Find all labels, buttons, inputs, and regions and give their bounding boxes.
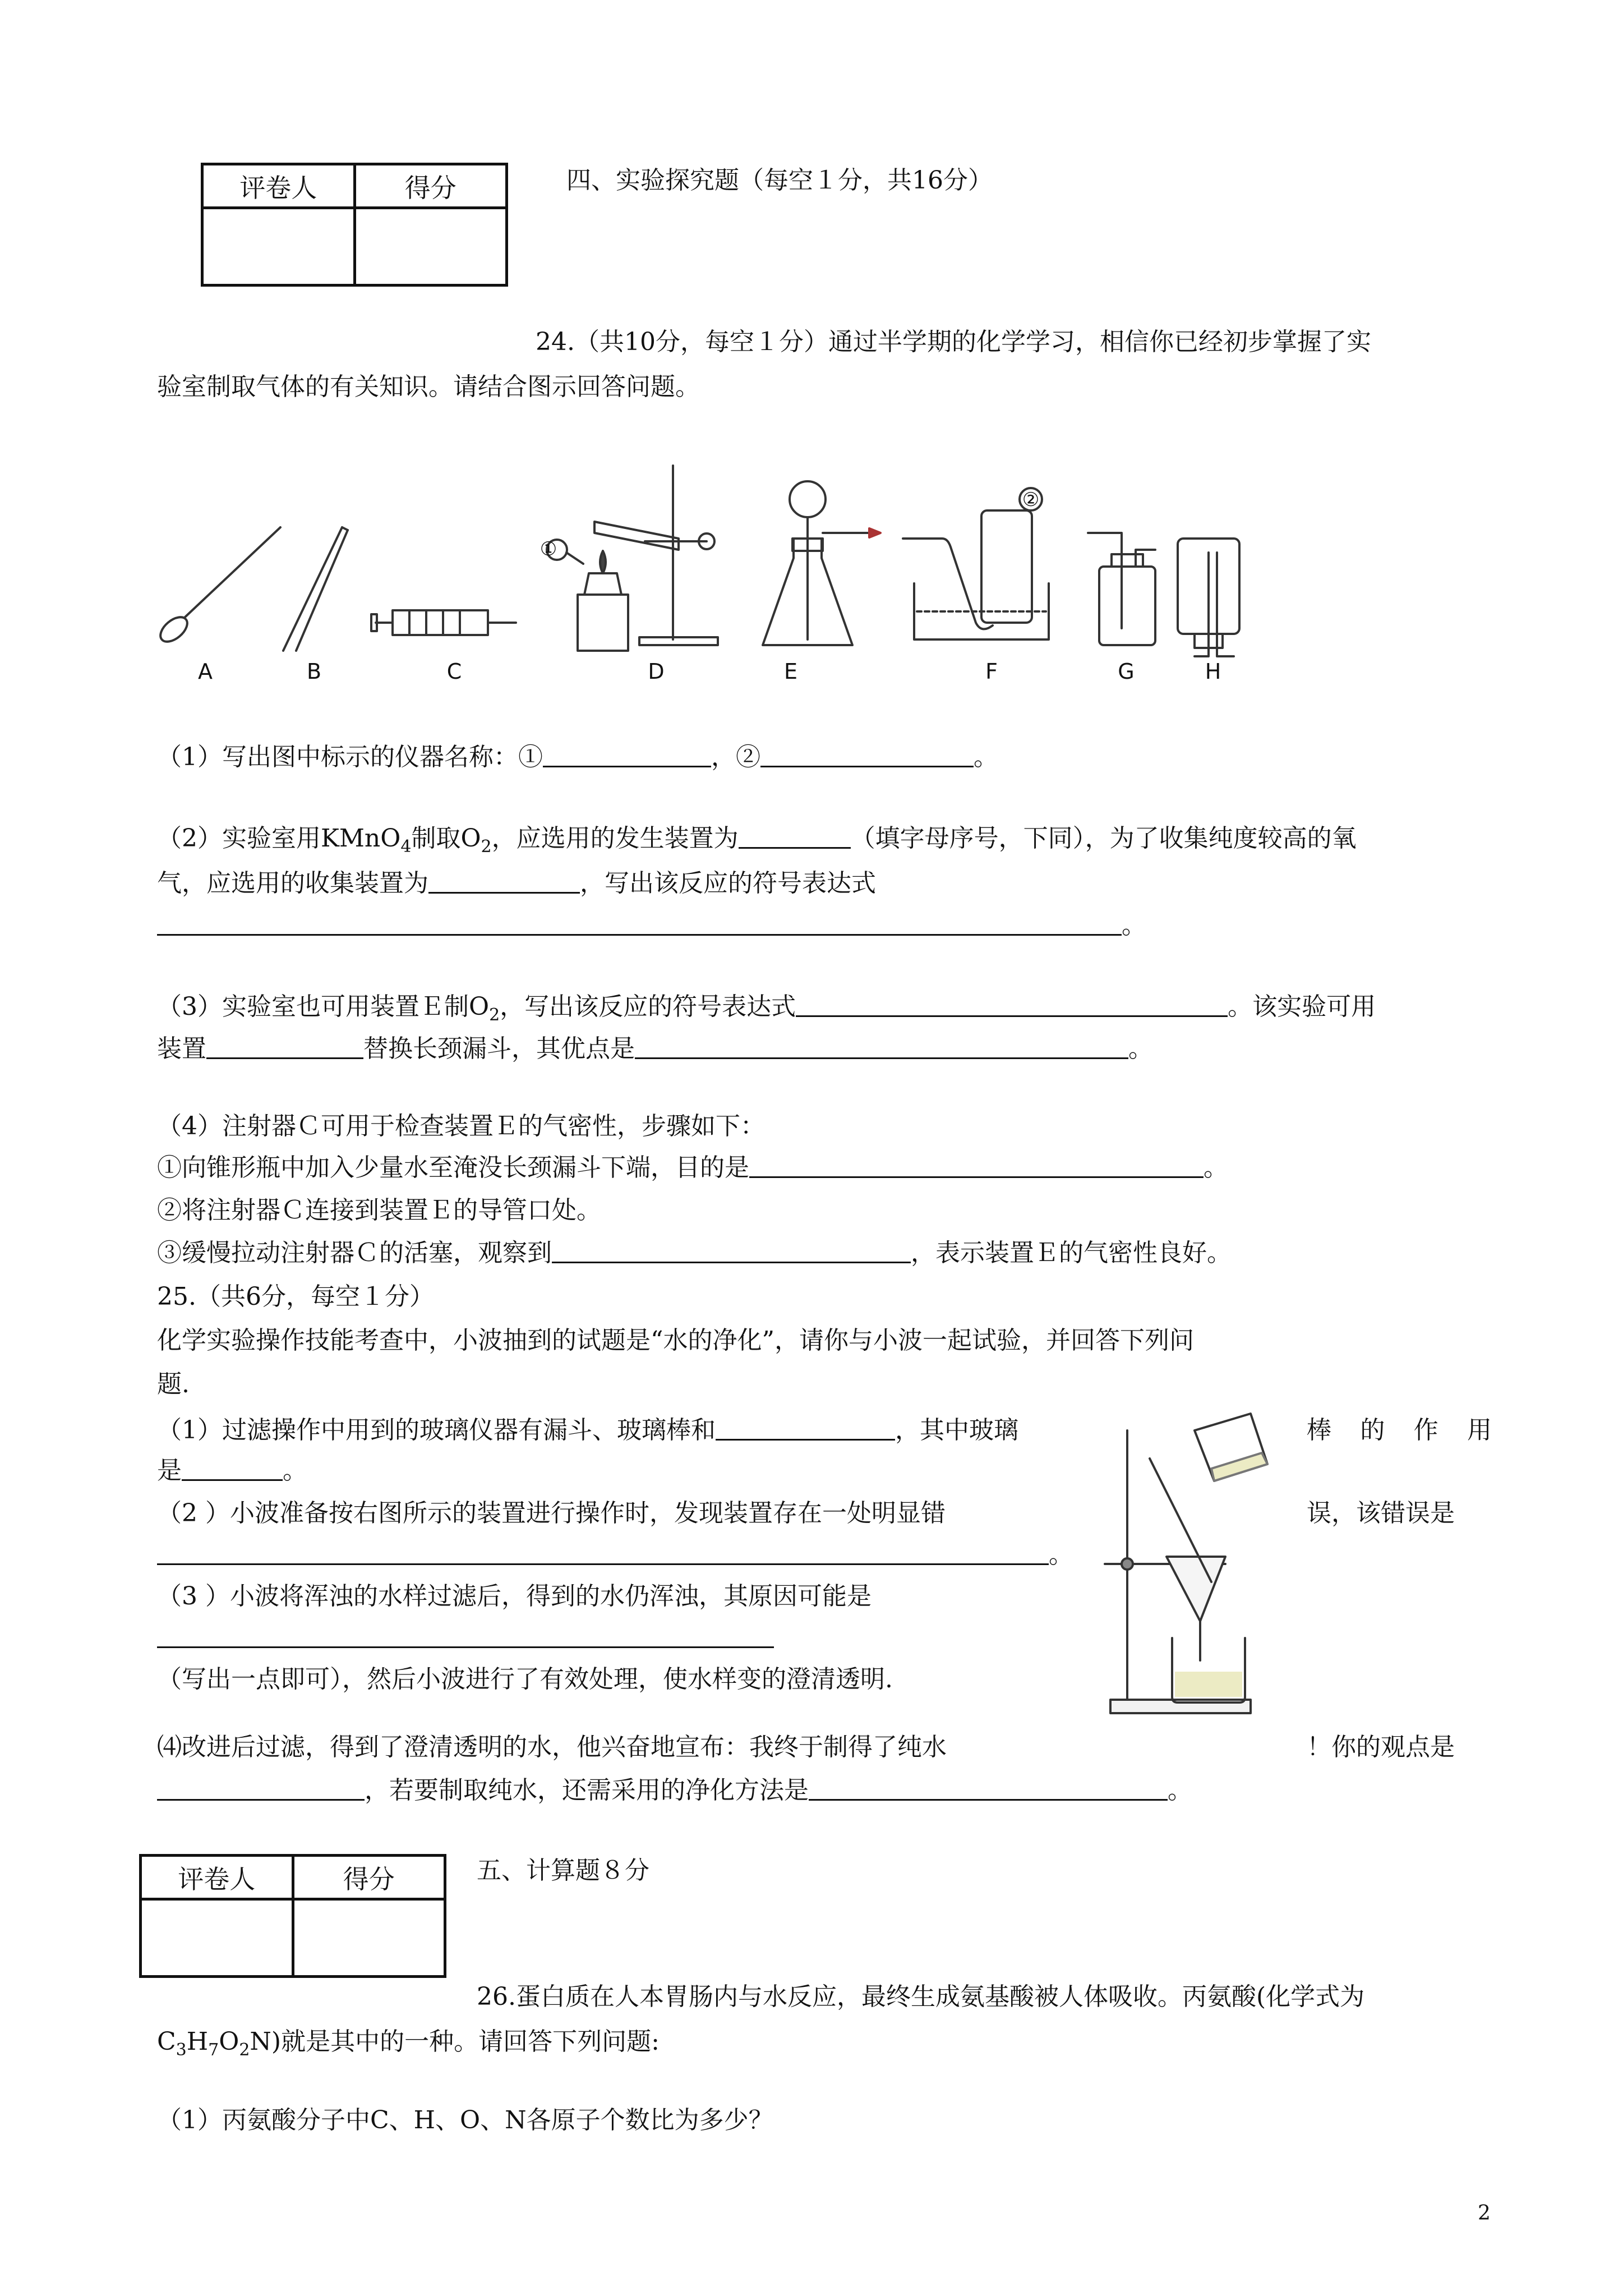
formula-h-sub: 7 bbox=[208, 2040, 219, 2060]
q24-p4-s3-text: ③缓慢拉动注射器Ｃ的活塞，观察到 bbox=[157, 1239, 552, 1267]
score-box-2[interactable] bbox=[293, 1899, 445, 1977]
q25-p2-end: 。 bbox=[1049, 1540, 1073, 1569]
formula-kmno4-sub: 4 bbox=[400, 837, 412, 857]
q24-p2-blank-1[interactable] bbox=[739, 825, 851, 849]
grader-header: 评卷人 bbox=[202, 164, 355, 208]
q24-p1-text-a: （1）写出图中标示的仪器名称：① bbox=[157, 743, 543, 771]
q25-p1-right-1: 棒 bbox=[1307, 1416, 1331, 1444]
q25-p1-text-c: 是 bbox=[157, 1456, 182, 1485]
formula-c-sub: 3 bbox=[176, 2040, 187, 2060]
q25-part2-line2 bbox=[157, 1538, 1073, 1572]
figure-label-h: H bbox=[1205, 659, 1221, 684]
formula-n: N bbox=[250, 2027, 271, 2056]
q24-p3-text-d: 装置 bbox=[157, 1034, 206, 1063]
figure-label-d: D bbox=[648, 659, 665, 684]
q24-p2-text-a: （2）实验室用 bbox=[157, 824, 321, 853]
q24-p4-s3-end: ，表示装置Ｅ的气密性良好。 bbox=[911, 1239, 1232, 1267]
q24-p3-text-e: 替换长颈漏斗，其优点是 bbox=[363, 1034, 635, 1063]
formula-h: H bbox=[186, 2027, 209, 2056]
q24-p4-blank-1[interactable] bbox=[749, 1154, 1204, 1178]
q24-p3-text-a: （3）实验室也可用装置Ｅ制 bbox=[157, 992, 469, 1021]
q24-p3-blank-3[interactable] bbox=[635, 1035, 1128, 1059]
figure-label-c: C bbox=[446, 659, 462, 684]
q24-p2-text-d: （填字母序号，下同），为了收集纯度较高的氧 bbox=[850, 824, 1357, 853]
grader-box[interactable] bbox=[202, 208, 355, 286]
q25-p1-right-4: 用 bbox=[1467, 1416, 1492, 1444]
section-5-title: 五、计算题８分 bbox=[477, 1856, 649, 1885]
q24-p3-text-b: ，写出该反应的符号表达式 bbox=[500, 992, 796, 1021]
q24-intro-line2: 验室制取气体的有关知识。请结合图示回答问题。 bbox=[157, 372, 700, 401]
q25-part3-line2 bbox=[157, 1621, 774, 1655]
q24-p2-text-e: 气，应选用的收集装置为 bbox=[157, 869, 428, 898]
q24-part4-step2: ②将注射器Ｃ连接到装置Ｅ的导管口处。 bbox=[157, 1196, 601, 1225]
formula-kmno4: KMnO bbox=[321, 824, 401, 853]
q25-intro-line2: 题. bbox=[157, 1370, 190, 1398]
q24-p3-blank-1[interactable] bbox=[796, 993, 1228, 1017]
q25-p4-text-end: 。 bbox=[1168, 1776, 1192, 1805]
callout-2: ② bbox=[1022, 489, 1040, 511]
score-table-2 bbox=[139, 1854, 446, 1978]
figure-label-a: A bbox=[198, 659, 213, 684]
q24-part3-line2 bbox=[157, 1032, 1153, 1066]
q25-part3-line3: （写出一点即可），然后小波进行了有效处理，使水样变的澄清透明. bbox=[157, 1665, 893, 1694]
section-4-title: 四、实验探究题（每空１分，共16分） bbox=[566, 166, 993, 195]
figure-label-e: E bbox=[783, 659, 798, 684]
score-box[interactable] bbox=[354, 208, 507, 286]
q25-p1-right-3: 作 bbox=[1413, 1416, 1438, 1444]
q25-part1-line2 bbox=[157, 1454, 307, 1488]
gas-bottle-icon bbox=[1088, 533, 1155, 645]
q25-intro-line1: 化学实验操作技能考查中，小波抽到的试题是“水的净化”，请你与小波一起试验，并回答下列问 bbox=[157, 1326, 1194, 1355]
q25-part2-right: 误，该错误是 bbox=[1307, 1499, 1455, 1527]
q25-p1-text-d: 。 bbox=[283, 1456, 307, 1485]
q24-part2-line3 bbox=[157, 909, 1146, 942]
q25-p1-blank-2[interactable] bbox=[182, 1457, 283, 1481]
q25-p1-blank-1[interactable] bbox=[716, 1416, 895, 1441]
formula-o2-b: O bbox=[469, 992, 490, 1021]
q24-p2-text-c: ，应选用的发生装置为 bbox=[491, 824, 739, 853]
score-table-1 bbox=[201, 163, 508, 287]
grader-header-2: 评卷人 bbox=[141, 1856, 293, 1899]
q25-part4-right: ！你的观点是 bbox=[1307, 1733, 1455, 1761]
q24-p1-text-b: ，② bbox=[711, 743, 760, 771]
q25-p4-text-b: ，若要制取纯水，还需采用的净化方法是 bbox=[365, 1776, 809, 1805]
q25-part1-right bbox=[1307, 1414, 1492, 1447]
spoon-icon bbox=[156, 527, 280, 646]
heating-apparatus-icon bbox=[547, 466, 718, 651]
q26-intro-line1: 26.蛋白质在人本胃肠内与水反应，最终生成氨基酸被人体吸收。丙氨酸(化学式为 bbox=[477, 1982, 1365, 2011]
q26-intro-rest: )就是其中的一种。请回答下列问题: bbox=[271, 2027, 660, 2056]
q25-p3-blank[interactable] bbox=[157, 1624, 774, 1648]
q24-part4-head: （4）注射器Ｃ可用于检查装置Ｅ的气密性，步骤如下： bbox=[157, 1112, 765, 1140]
inverted-bottle-icon bbox=[1178, 539, 1239, 656]
q24-p4-s1-end: 。 bbox=[1204, 1153, 1228, 1182]
q24-p1-blank-1[interactable] bbox=[543, 743, 711, 767]
figure-label-b: B bbox=[306, 659, 322, 684]
q26-intro-line2 bbox=[157, 2025, 660, 2067]
formula-o: O bbox=[219, 2027, 239, 2056]
q24-intro-line1: 24.（共10分，每空１分）通过半学期的化学学习，相信你已经初步掌握了实 bbox=[536, 328, 1371, 356]
figure-label-f: F bbox=[985, 659, 998, 684]
q26-part1: （1）丙氨酸分子中C、H、O、N各原子个数比为多少？ bbox=[157, 2106, 773, 2134]
q25-part3-line1: （3 ）小波将浑浊的水样过滤后，得到的水仍浑浊，其原因可能是 bbox=[157, 1582, 872, 1611]
q24-p2-text-g: 。 bbox=[1122, 911, 1146, 940]
q25-part1-line1 bbox=[157, 1414, 1018, 1447]
q24-p4-s1-text: ①向锥形瓶中加入少量水至淹没长颈漏斗下端，目的是 bbox=[157, 1153, 749, 1182]
q25-part2-line1: （2 ）小波准备按右图所示的装置进行操作时，发现装置存在一处明显错 bbox=[157, 1499, 946, 1527]
q25-p2-blank[interactable] bbox=[157, 1541, 1049, 1565]
q24-p3-text-c: 。该实验可用 bbox=[1228, 992, 1376, 1021]
q25-p1-text-b: ，其中玻璃 bbox=[895, 1416, 1018, 1444]
grader-box-2[interactable] bbox=[141, 1899, 293, 1977]
apparatus-figure bbox=[151, 454, 1267, 696]
formula-o2-b-sub: 2 bbox=[489, 1005, 500, 1025]
q24-part2-line1 bbox=[157, 822, 1357, 864]
score-header: 得分 bbox=[354, 164, 507, 208]
q25-p1-right-2: 的 bbox=[1360, 1416, 1385, 1444]
q24-part4-step1 bbox=[157, 1151, 1228, 1185]
q24-p4-blank-2[interactable] bbox=[552, 1239, 911, 1263]
filtration-apparatus-figure bbox=[1094, 1397, 1284, 1728]
q25-part4-line2 bbox=[157, 1774, 1192, 1807]
q24-p3-blank-2[interactable] bbox=[206, 1035, 363, 1059]
q24-p2-text-f: ，写出该反应的符号表达式 bbox=[580, 869, 876, 898]
q24-p2-blank-3[interactable] bbox=[157, 912, 1122, 936]
q24-p1-blank-2[interactable] bbox=[760, 743, 974, 767]
q25-p4-blank-2[interactable] bbox=[809, 1777, 1168, 1801]
q24-p2-blank-2[interactable] bbox=[428, 869, 580, 894]
q24-part2-line2 bbox=[157, 867, 876, 900]
formula-o2-sub: 2 bbox=[481, 837, 492, 857]
formula-c: C bbox=[157, 2027, 176, 2056]
page-number: 2 bbox=[1478, 2202, 1491, 2225]
q24-p2-text-b: 制取 bbox=[411, 824, 461, 853]
q25-head: 25.（共6分，每空１分） bbox=[157, 1282, 434, 1311]
tweezers-icon bbox=[283, 527, 348, 651]
score-header-2: 得分 bbox=[293, 1856, 445, 1899]
q24-part3-line1 bbox=[157, 990, 1376, 1032]
q24-part1 bbox=[157, 740, 998, 774]
formula-o-sub: 2 bbox=[239, 2040, 250, 2060]
q24-p1-text-c: 。 bbox=[974, 743, 998, 771]
formula-o2: O bbox=[460, 824, 481, 853]
q25-p4-blank-1[interactable] bbox=[157, 1777, 365, 1801]
q25-p1-text-a: （1）过滤操作中用到的玻璃仪器有漏斗、玻璃棒和 bbox=[157, 1416, 716, 1444]
q24-part4-step3 bbox=[157, 1236, 1232, 1270]
syringe-icon bbox=[371, 610, 516, 635]
conical-flask-icon bbox=[763, 481, 880, 645]
q25-part4-line1: ⑷改进后过滤，得到了澄清透明的水，他兴奋地宣布：我终于制得了纯水 bbox=[157, 1733, 947, 1761]
callout-1: ① bbox=[540, 538, 557, 560]
figure-label-g: G bbox=[1118, 659, 1135, 684]
q24-p3-text-f: 。 bbox=[1128, 1034, 1153, 1063]
